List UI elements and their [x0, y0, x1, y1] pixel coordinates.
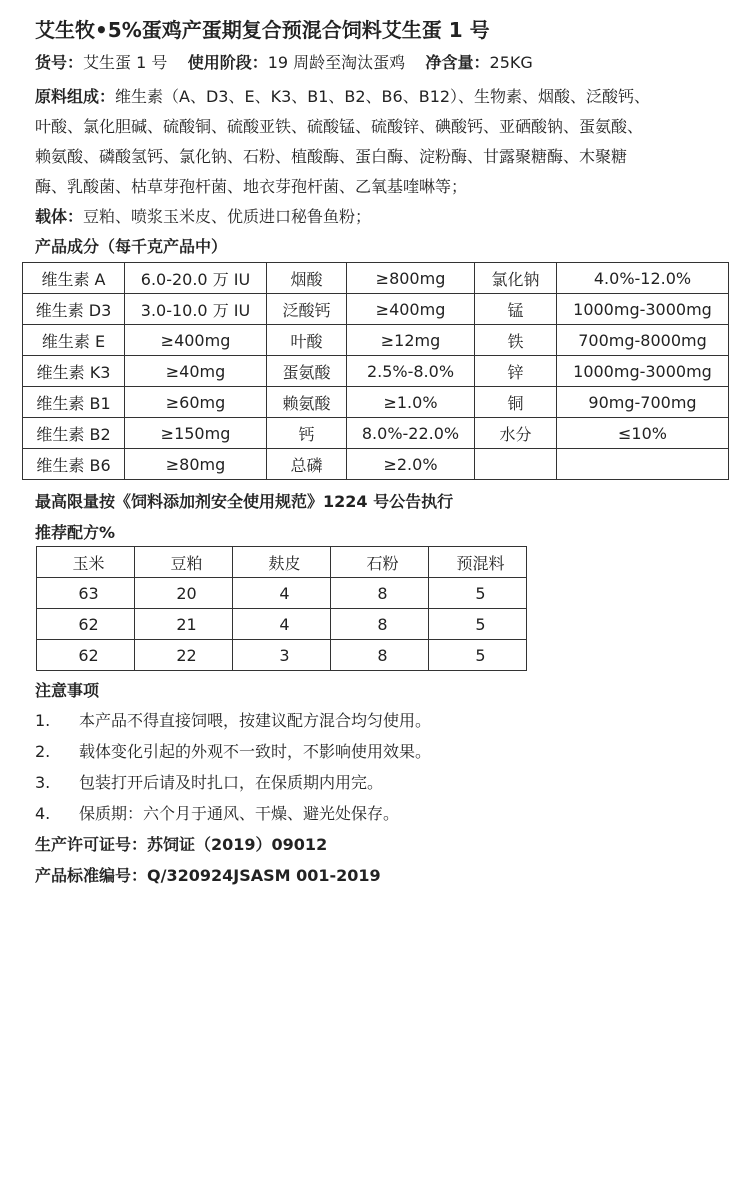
table-cell: 赖氨酸 — [267, 387, 347, 418]
table-cell: 6.0-20.0 万 IU — [125, 263, 267, 294]
carrier-value: 豆粕、喷浆玉米皮、优质进口秘鲁鱼粉； — [83, 207, 372, 226]
license-number: 生产许可证号：苏饲证（2019）09012 — [35, 835, 328, 854]
table-cell: 8 — [331, 578, 429, 609]
table-cell: ≥400mg — [347, 294, 475, 325]
table-row — [37, 578, 527, 609]
table-cell: 维生素 A — [23, 263, 125, 294]
table-cell: 8 — [331, 640, 429, 671]
table-cell: 水分 — [475, 418, 557, 449]
table-cell: 维生素 K3 — [23, 356, 125, 387]
note-number: 2. — [35, 742, 51, 761]
item-label: 货号： — [35, 53, 84, 72]
table-row — [23, 449, 729, 480]
table-cell: 22 — [135, 640, 233, 671]
table-row — [23, 325, 729, 356]
table-cell: 62 — [37, 609, 135, 640]
table-cell: 4.0%-12.0% — [557, 263, 729, 294]
note-text: 本产品不得直接饲喂，按建议配方混合均匀使用。 — [79, 711, 432, 730]
table-cell: ≥80mg — [125, 449, 267, 480]
table-row — [37, 609, 527, 640]
table-cell: 63 — [37, 578, 135, 609]
table-cell: 21 — [135, 609, 233, 640]
formula-heading: 推荐配方% — [35, 523, 116, 542]
note-item — [35, 742, 431, 762]
ingredients-line-4: 酶、乳酸菌、枯草芽孢杆菌、地衣芽孢杆菌、乙氧基喹啉等； — [35, 177, 468, 196]
table-cell: 预混料 — [429, 547, 527, 578]
formula-table — [36, 546, 527, 671]
table-cell: 1000mg-3000mg — [557, 356, 729, 387]
ingredients-line-1 — [35, 87, 650, 107]
table-cell: 氯化钠 — [475, 263, 557, 294]
table-row — [23, 356, 729, 387]
table-cell: ≥60mg — [125, 387, 267, 418]
table-cell: ≥2.0% — [347, 449, 475, 480]
note-text: 保质期：六个月于通风、干燥、避光处保存。 — [79, 804, 400, 823]
ingredients-line-3: 赖氨酸、磷酸氢钙、氯化钠、石粉、植酸酶、蛋白酶、淀粉酶、甘露聚糖酶、木聚糖 — [35, 147, 628, 166]
table-row — [23, 418, 729, 449]
note-text: 包装打开后请及时扎口，在保质期内用完。 — [79, 773, 384, 792]
table-row — [23, 294, 729, 325]
page-title: 艾生牧•5%蛋鸡产蛋期复合预混合饲料艾生蛋 1 号 — [35, 18, 490, 42]
net-label: 净含量： — [425, 53, 490, 72]
table-cell: ≥1.0% — [347, 387, 475, 418]
item-value: 艾生蛋 1 号 — [83, 53, 168, 72]
table-cell: 维生素 B2 — [23, 418, 125, 449]
table-cell: 1000mg-3000mg — [557, 294, 729, 325]
table-cell: 62 — [37, 640, 135, 671]
note-text: 载体变化引起的外观不一致时，不影响使用效果。 — [79, 742, 432, 761]
table-cell: 3.0-10.0 万 IU — [125, 294, 267, 325]
table-cell: 5 — [429, 578, 527, 609]
net-value: 25KG — [489, 53, 533, 72]
table-cell: ≤10% — [557, 418, 729, 449]
table-cell: 5 — [429, 640, 527, 671]
table-cell: 铁 — [475, 325, 557, 356]
table-cell — [557, 449, 729, 480]
stage-label: 使用阶段： — [187, 53, 268, 72]
table-cell: 总磷 — [267, 449, 347, 480]
table-cell: 锌 — [475, 356, 557, 387]
table-cell: 维生素 B6 — [23, 449, 125, 480]
note-item — [35, 773, 383, 793]
table-cell: 4 — [233, 609, 331, 640]
table-cell: 700mg-8000mg — [557, 325, 729, 356]
table-row — [23, 387, 729, 418]
table-cell: ≥12mg — [347, 325, 475, 356]
ingredients-text: 维生素（A、D3、E、K3、B1、B2、B6、B12）、生物素、烟酸、泛酸钙、 — [115, 87, 651, 106]
table-cell: 蛋氨酸 — [267, 356, 347, 387]
table-cell: 铜 — [475, 387, 557, 418]
note-number: 4. — [35, 804, 51, 823]
table-row — [37, 640, 527, 671]
table-cell: 维生素 B1 — [23, 387, 125, 418]
table-cell: ≥150mg — [125, 418, 267, 449]
composition-table — [22, 262, 729, 480]
note-item — [35, 804, 399, 824]
table-cell: 钙 — [267, 418, 347, 449]
ingredients-label: 原料组成： — [35, 87, 116, 106]
limit-note: 最高限量按《饲料添加剂安全使用规范》1224 号公告执行 — [35, 492, 454, 511]
table-header-row — [37, 547, 527, 578]
table-cell: 玉米 — [37, 547, 135, 578]
table-cell: 维生素 E — [23, 325, 125, 356]
table-cell: 麸皮 — [233, 547, 331, 578]
table-cell: 石粉 — [331, 547, 429, 578]
note-item — [35, 711, 431, 731]
table-cell: 3 — [233, 640, 331, 671]
note-number: 3. — [35, 773, 51, 792]
carrier-line — [35, 207, 371, 227]
table-cell: ≥40mg — [125, 356, 267, 387]
table-cell: 维生素 D3 — [23, 294, 125, 325]
table-cell: 20 — [135, 578, 233, 609]
table-cell: 锰 — [475, 294, 557, 325]
note-number: 1. — [35, 711, 51, 730]
composition-heading: 产品成分（每千克产品中） — [35, 237, 228, 256]
carrier-label: 载体： — [35, 207, 84, 226]
notes-heading: 注意事项 — [35, 681, 100, 700]
ingredients-line-2: 叶酸、氯化胆碱、硫酸铜、硫酸亚铁、硫酸锰、硫酸锌、碘酸钙、亚硒酸钠、蛋氨酸、 — [35, 117, 644, 136]
table-cell: 叶酸 — [267, 325, 347, 356]
table-cell: 90mg-700mg — [557, 387, 729, 418]
table-cell: 豆粕 — [135, 547, 233, 578]
table-cell: 2.5%-8.0% — [347, 356, 475, 387]
stage-value: 19 周龄至淘汰蛋鸡 — [267, 53, 406, 72]
table-cell: 泛酸钙 — [267, 294, 347, 325]
standard-number: 产品标准编号：Q/320924JSASM 001-2019 — [35, 866, 381, 885]
table-cell: ≥800mg — [347, 263, 475, 294]
info-line — [35, 53, 533, 73]
table-cell: 4 — [233, 578, 331, 609]
table-row — [23, 263, 729, 294]
table-cell: ≥400mg — [125, 325, 267, 356]
table-cell — [475, 449, 557, 480]
table-cell: 烟酸 — [267, 263, 347, 294]
table-cell: 8 — [331, 609, 429, 640]
table-cell: 5 — [429, 609, 527, 640]
table-cell: 8.0%-22.0% — [347, 418, 475, 449]
